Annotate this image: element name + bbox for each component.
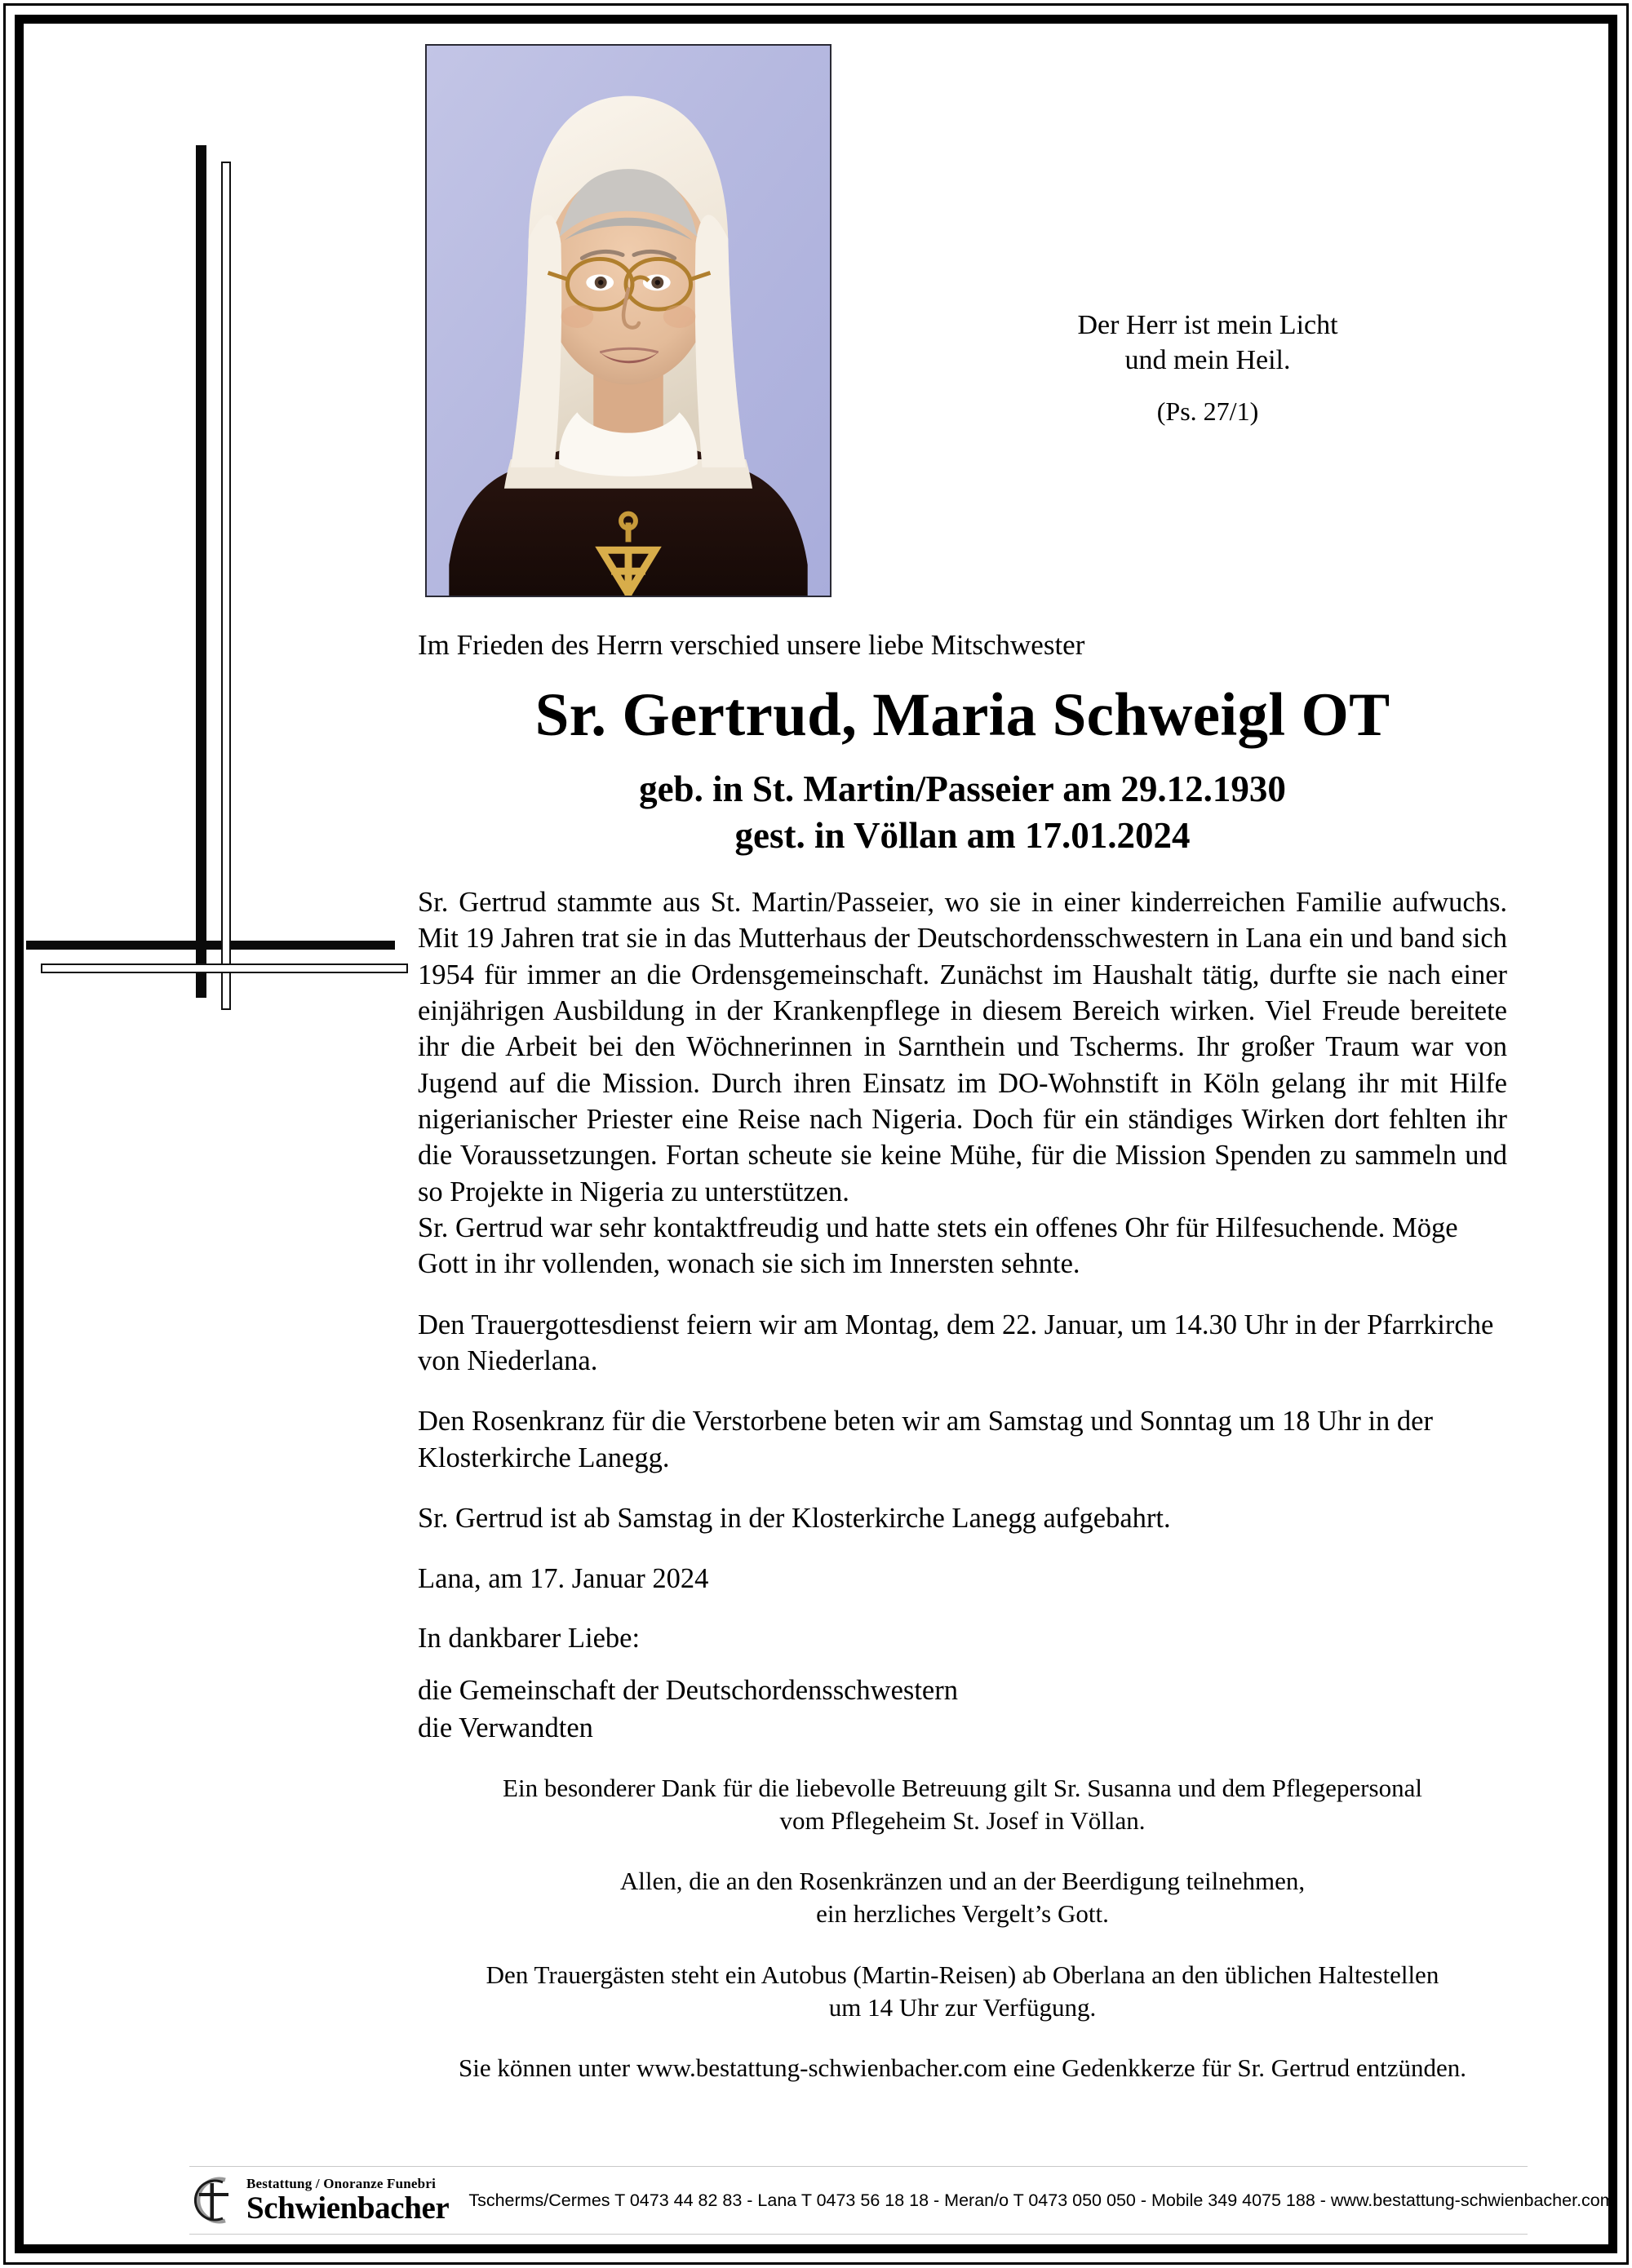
mourners-heading: In dankbarer Liebe: [418,1622,641,1654]
rosary-info: Den Rosenkranz für die Verstorbene beten wir am Samstag und Sonntag um 18 Uhr in der Klosterkirche Lanegg. [418,1406,1433,1473]
memorial-candle-line: Sie können unter www.bestattung-schwienbacher.com eine Gedenkkerze für Sr. Gertrud entzünden. [459,2053,1466,2083]
place-and-date: Lana, am 17. Januar 2024 [418,1563,709,1595]
birth-line: geb. in St. Martin/Passeier am 29.12.1930 [639,768,1286,809]
memorial-candle-note [418,2052,1507,2084]
funeral-mass-info: Den Trauergottesdienst feiern wir am Montag, dem 22. Januar, um 14.30 Uhr in der Pfarrkirche von Niederlana. [418,1309,1494,1376]
cross-horizontal-solid-bar [26,941,395,950]
bus-info-line-2: um 14 Uhr zur Verfügung. [828,1993,1097,2022]
attendance-thanks-line-1: Allen, die an den Rosenkränzen und an der Beerdigung teilnehmen, [619,1867,1306,1896]
mourners-line-1: die Gemeinschaft der Deutschordensschwestern [418,1674,958,1706]
attendance-thanks-note [418,1865,1507,1931]
portrait-illustration [427,46,830,596]
deceased-name: Sr. Gertrud, Maria Schweigl OT [534,681,1390,749]
memorial-content [418,628,1507,2085]
footer-bar [189,2166,1615,2235]
care-thanks-line-1: Ein besonderer Dank für die liebevolle Betreuung gilt Sr. Susanna und dem Pflegepersonal [503,1773,1422,1802]
logo-company-name: Schwienbacher [246,2190,450,2226]
mourners-list [418,1672,1507,1748]
cross-horizontal-outline-bar [41,963,408,973]
mourners-line-2: die Verwandten [418,1712,593,1743]
death-line: gest. in Völlan am 17.01.2024 [734,815,1191,857]
scripture-reference: (Ps. 27/1) [1156,396,1259,426]
cross-vertical-outline-bar [221,162,231,1010]
life-dates [418,766,1507,860]
logo-cross-circle-icon [189,2173,243,2227]
care-thanks-note [418,1772,1507,1838]
logo-subtitle: Bestattung / Onoranze Funebri [246,2176,436,2191]
bus-info-note [418,1959,1507,2025]
bus-info-line-1: Den Trauergästen steht ein Autobus (Martin-Reisen) ab Oberlana an den üblichen Haltestellen [486,1960,1439,1989]
care-thanks-line-2: vom Pflegeheim St. Josef in Völlan. [779,1805,1146,1835]
cross-vertical-solid-bar [196,145,206,998]
scripture-line-1: Der Herr ist mein Licht [1077,310,1338,340]
logo-wordmark [246,2177,449,2224]
biography-main: Sr. Gertrud stammte aus St. Martin/Passeier, wo sie in einer kinderreichen Familie aufwuchs. Mit 19 Jahren trat sie in das Mutterhaus der Deutschordensschwestern in Lana ein und band sich 1954 für immer an die Ordensgemeinschaft. Zunächst im Haushalt tätig, durfte sie nach einer einjährigen Ausbildung in der Krankenpflege in diesem Bereich wirken. Viel Freude bereitete ihr die Arbeit bei den Wöchnerinnen in Sarnthein und Tscherms. Ihr großer Traum war von Jugend auf die Mission. Durch ihren Einsatz im DO-Wohnstift in Köln gelang ihr mit Hilfe nigerianischer Priester eine Reise nach Nigeria. Doch für ein ständiges Wirken dort fehlten ihr die Voraussetzungen. Fortan scheute sie keine Mühe, für die Mission Spenden zu sammeln und so Projekte in Nigeria zu unterstützen. [418,886,1507,1207]
decorative-cross-icon [24,131,400,1012]
attendance-thanks-line-2: ein herzliches Vergelt’s Gott. [816,1899,1109,1929]
lying-in-state-info: Sr. Gertrud ist ab Samstag in der Klosterkirche Lanegg aufgebahrt. [418,1502,1171,1534]
biography-closing: Sr. Gertrud war sehr kontaktfreudig und hatte stets ein offenes Ohr für Hilfesuchende. Möge Gott in ihr vollenden, wonach sie sich im Innersten sehnte. [418,1212,1458,1280]
footer-contact-line: Tscherms/Cermes T 0473 44 82 83 - Lana T 0473 56 18 18 - Meran/o T 0473 050 050 - Mobile 349 4075 188 - www.bestattung-schwienbacher.com [468,2190,1615,2210]
funeral-home-logo [189,2173,460,2227]
portrait-photo [425,44,832,597]
scripture-line-2: und mein Heil. [1124,344,1291,375]
scripture-quote [963,308,1452,427]
announcement-intro: Im Frieden des Herrn verschied unsere liebe Mitschwester [418,629,1085,661]
